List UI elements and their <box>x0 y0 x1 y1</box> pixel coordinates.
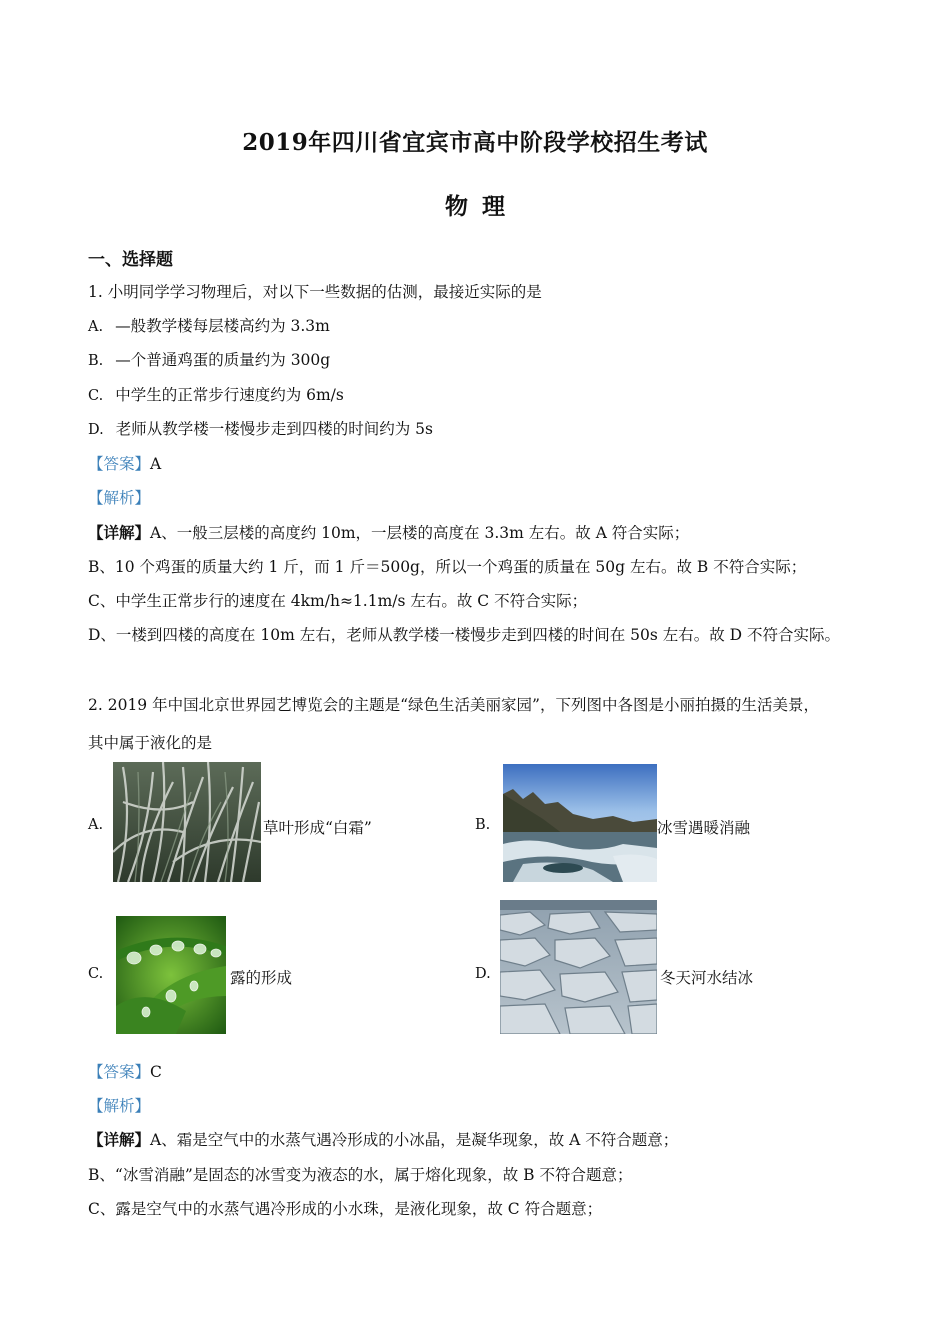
subject-title: 物理 <box>445 193 519 220</box>
option-label: A. <box>88 817 104 833</box>
frozen-river-photo <box>500 900 657 1034</box>
frost-grass-photo <box>113 762 261 882</box>
detail-tag: 【详解】 <box>88 1130 151 1149</box>
q2-option-d <box>475 898 805 1038</box>
dew-drops-photo <box>116 916 226 1034</box>
option-text: —般教学楼每层楼高约为 3.3m <box>115 317 330 335</box>
option-label: D. <box>475 966 491 982</box>
answer-value: A <box>150 455 162 473</box>
answer-value: C <box>150 1063 162 1081</box>
q2-answer <box>88 1062 162 1082</box>
detail-tag: 【详解】 <box>88 523 151 542</box>
q2-detail-a <box>88 1130 678 1150</box>
option-label: C. <box>88 966 104 982</box>
melting-ice-photo <box>503 764 657 882</box>
option-text: 老师从教学楼一楼慢步走到四楼的时间约为 5s <box>115 420 433 438</box>
detail-text: A、霜是空气中的水蒸气遇冷形成的小冰晶，是凝华现象，故 A 不符合题意； <box>150 1131 679 1149</box>
option-caption: 冬天河水结冰 <box>660 969 754 987</box>
q1-answer <box>88 454 161 474</box>
q1-detail-d: D、一楼到四楼的高度在 10m 左右，老师从教学楼一楼慢步走到四楼的时间在 50s 左右。故 D 不符合实际。 <box>88 626 841 644</box>
answer-tag: 【答案】 <box>88 1063 151 1081</box>
q2-option-b <box>475 762 805 884</box>
q1-option-b <box>88 350 330 371</box>
exam-title: 2019年四川省宜宾市高中阶段学校招生考试 <box>242 129 708 156</box>
q2-detail-b: B、“冰雪消融”是固态的冰雪变为液态的水，属于熔化现象，故 B 不符合题意； <box>88 1166 633 1184</box>
option-label: A. <box>88 319 104 335</box>
section-heading: 一、选择题 <box>88 250 173 270</box>
q2-analysis-tag <box>88 1096 150 1116</box>
analysis-tag: 【解析】 <box>88 489 151 507</box>
q2-stem-line2: 其中属于液化的是 <box>88 734 213 752</box>
q1-option-c <box>88 385 344 406</box>
q2-option-c <box>88 914 418 1036</box>
option-label: C. <box>88 388 104 404</box>
q1-option-d <box>88 419 433 440</box>
q2-detail-c: C、露是空气中的水蒸气遇冷形成的小水珠，是液化现象，故 C 符合题意； <box>88 1200 603 1218</box>
q1-detail-a <box>88 523 689 543</box>
option-caption: 草叶形成“白霜” <box>263 819 372 837</box>
option-caption: 冰雪遇暖消融 <box>657 819 751 837</box>
q1-stem: 1. 小明同学学习物理后，对以下一些数据的估测，最接近实际的是 <box>88 283 542 301</box>
option-text: 中学生的正常步行速度约为 6m/s <box>115 386 344 404</box>
q1-option-a <box>88 316 330 337</box>
option-label: B. <box>475 817 491 833</box>
detail-text: A、一般三层楼的高度约 10m，一层楼的高度在 3.3m 左右。故 A 符合实际； <box>150 524 690 542</box>
option-label: B. <box>88 353 104 369</box>
option-caption: 露的形成 <box>230 969 293 987</box>
option-text: —个普通鸡蛋的质量约为 300g <box>115 351 331 369</box>
q1-analysis-tag <box>88 488 150 508</box>
q1-detail-b: B、10 个鸡蛋的质量大约 1 斤，而 1 斤＝500g，所以一个鸡蛋的质量在 50g 左右。故 B 不符合实际； <box>88 558 807 576</box>
q1-detail-c: C、中学生正常步行的速度在 4km/h≈1.1m/s 左右。故 C 不符合实际； <box>88 592 588 610</box>
q2-option-a <box>88 762 418 884</box>
answer-tag: 【答案】 <box>88 455 151 473</box>
analysis-tag: 【解析】 <box>88 1097 151 1115</box>
option-label: D. <box>88 422 104 438</box>
q2-stem-line1: 2. 2019 年中国北京世界园艺博览会的主题是“绿色生活美丽家园”，下列图中各图是小丽拍摄的生活美景， <box>88 696 819 714</box>
